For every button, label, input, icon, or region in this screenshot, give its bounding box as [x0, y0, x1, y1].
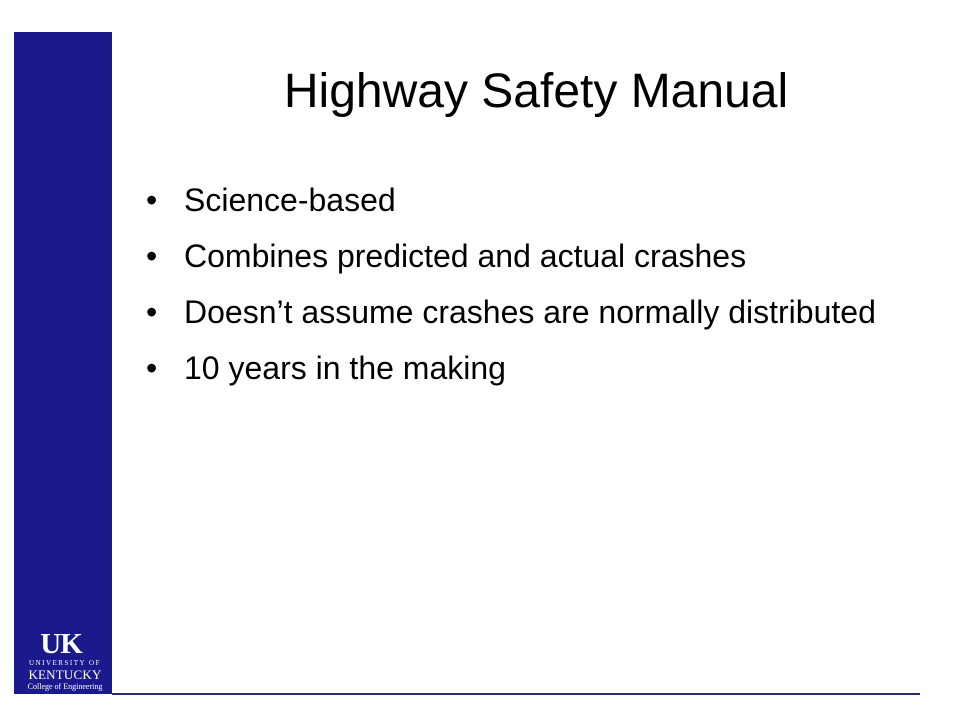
bullet-dot-icon: •	[146, 294, 158, 330]
bullet-item	[146, 345, 916, 391]
bullet-text: Doesn’t assume crashes are normally distributed	[184, 294, 876, 330]
bullet-text: Combines predicted and actual crashes	[184, 238, 747, 274]
bullet-dot-icon: •	[146, 350, 158, 386]
logo-college: College of Engineering	[27, 682, 103, 691]
bottom-divider	[112, 693, 920, 695]
bullet-item	[146, 177, 916, 223]
uk-logo	[18, 630, 112, 694]
logo-mark: UK	[40, 628, 82, 660]
slide-title: Highway Safety Manual	[283, 65, 789, 118]
bullet-item	[146, 233, 916, 279]
bullet-text: Science-based	[184, 182, 396, 218]
bullet-text: 10 years in the making	[184, 350, 506, 386]
bullet-dot-icon: •	[146, 182, 158, 218]
bullet-dot-icon: •	[146, 238, 158, 274]
sidebar-band	[14, 32, 112, 694]
bullet-list	[146, 177, 916, 401]
bullet-item	[146, 289, 916, 335]
logo-kentucky: KENTUCKY	[28, 667, 102, 682]
logo-university-of: UNIVERSITY OF	[29, 659, 101, 667]
